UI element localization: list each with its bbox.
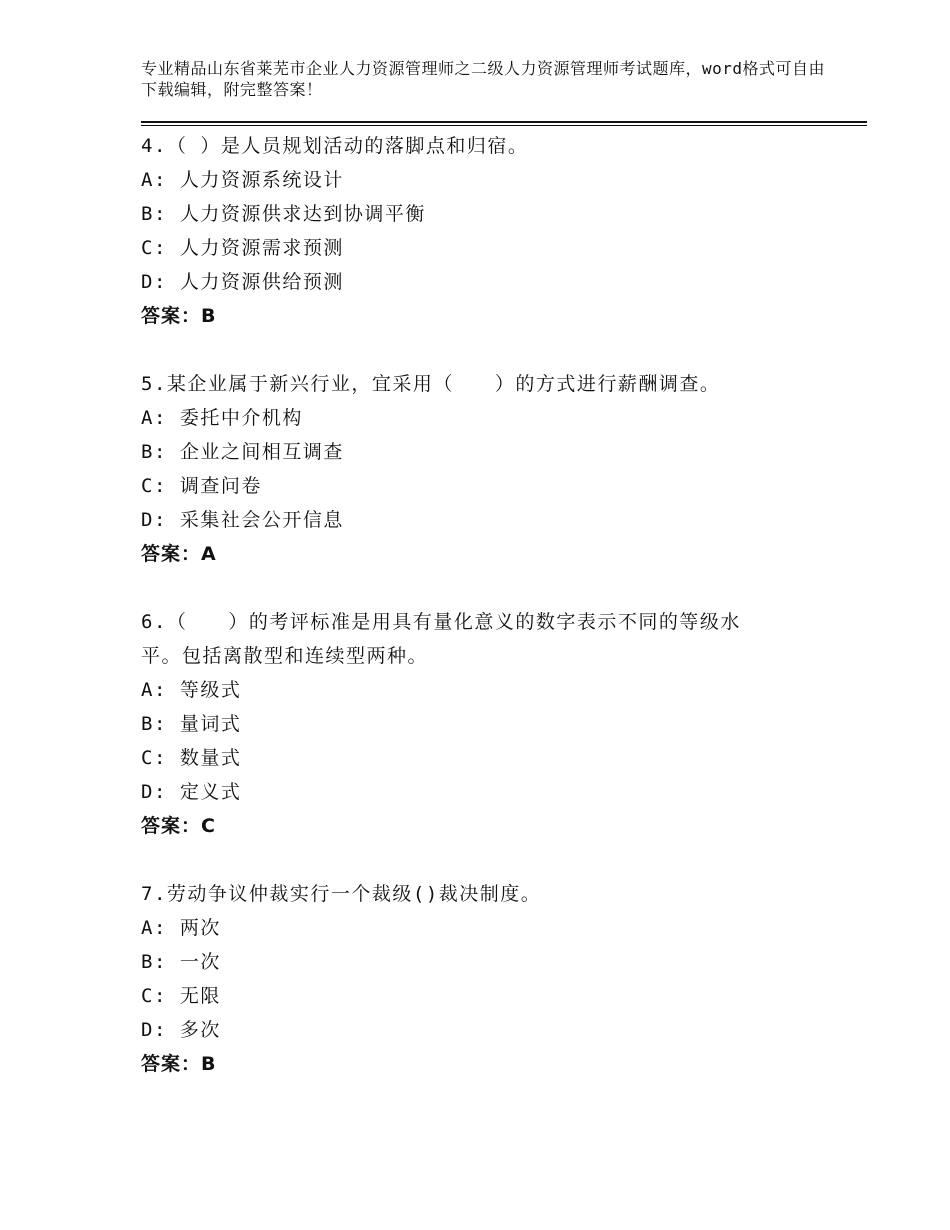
option-c: C: 数量式 <box>141 747 242 769</box>
question-5 <box>141 367 861 571</box>
option-c: C: 调查问卷 <box>141 475 262 497</box>
question-4 <box>141 129 861 333</box>
answer: 答案：C <box>141 815 216 837</box>
option-b: B: 一次 <box>141 951 221 973</box>
question-stem: 6.（ ）的考评标准是用具有量化意义的数字表示不同的等级水平。包括离散型和连续型两种。 <box>141 611 741 667</box>
option-d: D: 多次 <box>141 1019 221 1041</box>
question-list <box>141 129 861 1115</box>
question-7 <box>141 877 861 1081</box>
question-stem: 5.某企业属于新兴行业，宜采用（ ）的方式进行薪酬调查。 <box>141 373 721 395</box>
document-header: 专业精品山东省莱芜市企业人力资源管理师之二级人力资源管理师考试题库，word格式可自由下载编辑，附完整答案！ <box>141 59 826 99</box>
answer: 答案：A <box>141 543 217 565</box>
option-c: C: 人力资源需求预测 <box>141 237 344 259</box>
option-d: D: 人力资源供给预测 <box>141 271 344 293</box>
answer: 答案：B <box>141 305 217 327</box>
option-b: B: 人力资源供求达到协调平衡 <box>141 203 426 225</box>
option-d: D: 采集社会公开信息 <box>141 509 344 531</box>
answer: 答案：B <box>141 1053 217 1075</box>
header-divider-thin <box>141 125 867 126</box>
option-a: A: 委托中介机构 <box>141 407 303 429</box>
option-d: D: 定义式 <box>141 781 242 803</box>
option-b: B: 量词式 <box>141 713 242 735</box>
option-c: C: 无限 <box>141 985 221 1007</box>
question-stem: 7.劳动争议仲裁实行一个裁级()裁决制度。 <box>141 883 542 905</box>
option-a: A: 人力资源系统设计 <box>141 169 344 191</box>
option-a: A: 等级式 <box>141 679 242 701</box>
option-b: B: 企业之间相互调查 <box>141 441 344 463</box>
option-a: A: 两次 <box>141 917 221 939</box>
question-stem: 4.（ ）是人员规划活动的落脚点和归宿。 <box>141 135 529 157</box>
question-6 <box>141 605 861 843</box>
header-divider-thick <box>141 121 867 123</box>
